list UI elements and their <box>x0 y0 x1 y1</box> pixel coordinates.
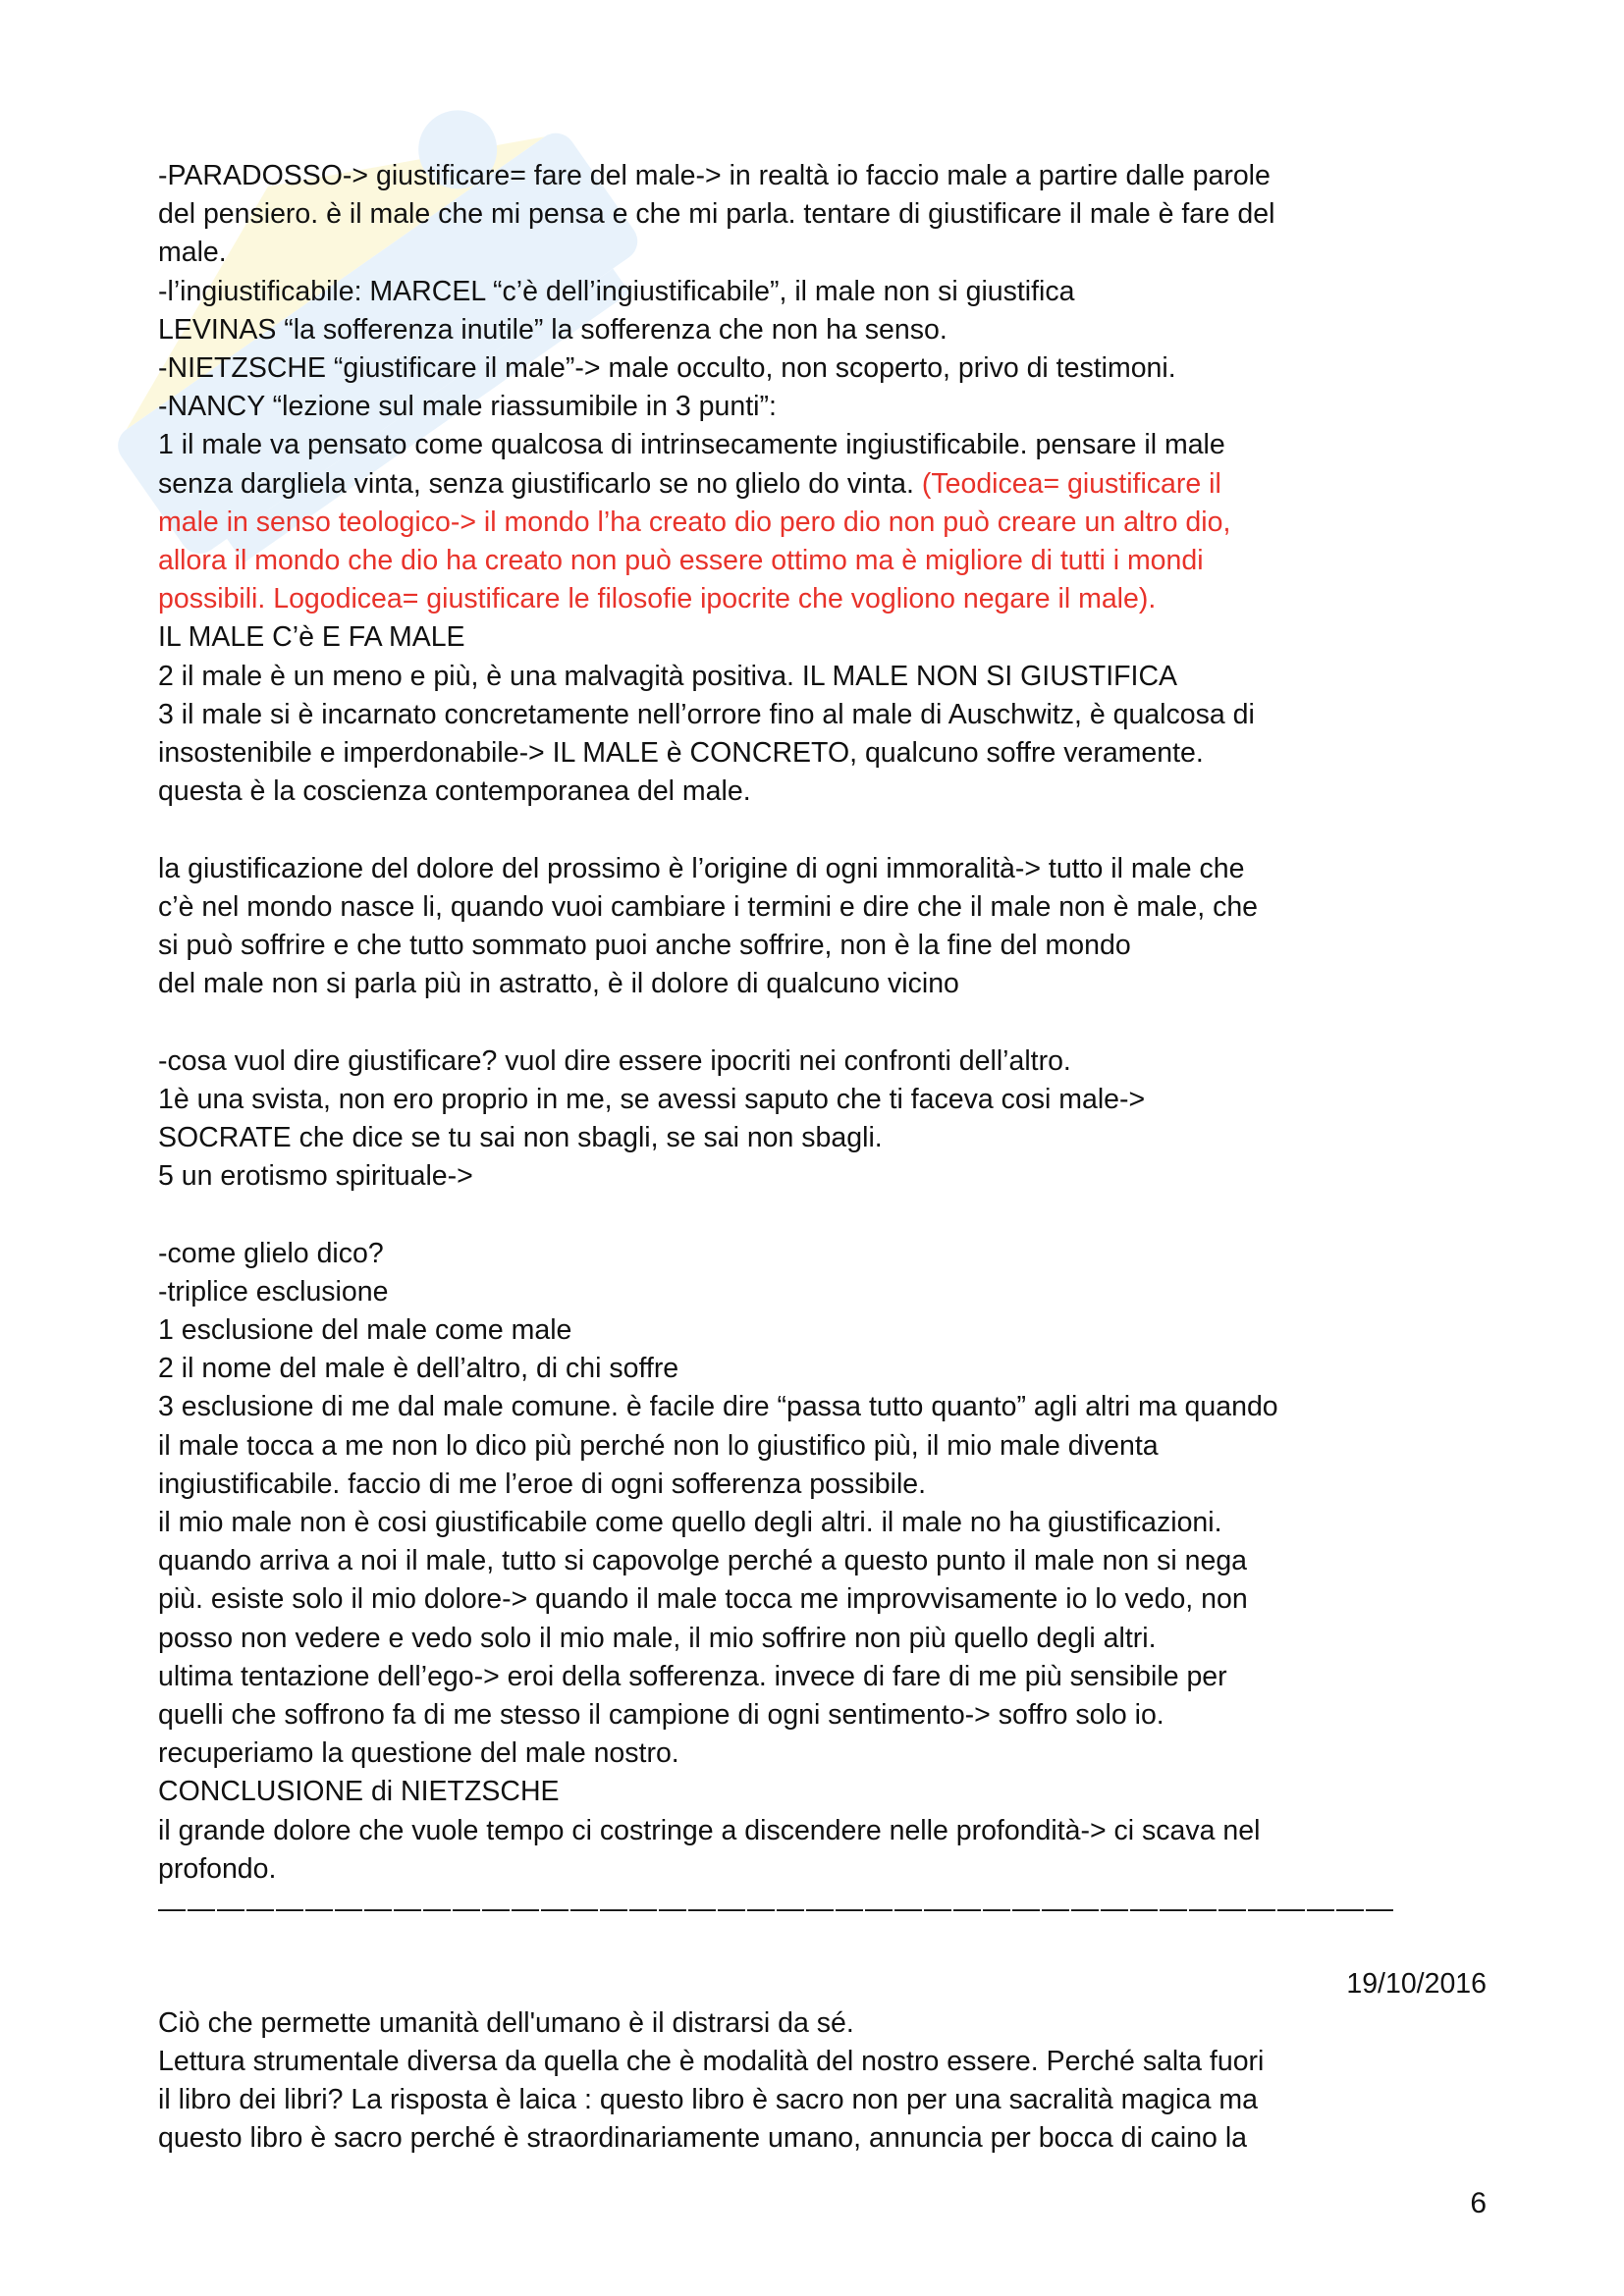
text-line: c’è nel mondo nasce li, quando vuoi cambiare i termini e dire che il male non è male, che <box>158 890 1259 923</box>
text-line: ultima tentazione dell’ego-> eroi della sofferenza. invece di fare di me più sensibile per <box>158 1660 1227 1692</box>
text-line: -PARADOSSO-> giustificare= fare del male-> in realtà io faccio male a partire dalle parole <box>158 160 1271 191</box>
text-line: la giustificazione del dolore del prossimo è l’origine di ogni immoralità-> tutto il male che <box>158 852 1245 884</box>
text-line: quelli che soffrono fa di me stesso il campione di ogni sentimento-> soffro solo io. <box>158 1699 1164 1732</box>
separator-line: —————————————————————————————————————————— <box>158 1893 1395 1924</box>
text-line: -come glielo dico? <box>158 1237 384 1269</box>
text-line: CONCLUSIONE di NIETZSCHE <box>158 1776 560 1808</box>
text-line: 2 il male è un meno e più, è una malvagità positiva. IL MALE NON SI GIUSTIFICA <box>158 660 1178 692</box>
date-label: 19/10/2016 <box>1346 1968 1487 2001</box>
text-line: -l’ingiustificabile: MARCEL “c’è dell’ingiustificabile”, il male non si giustifica <box>158 275 1075 307</box>
text-line: il mio male non è cosi giustificabile come quello degli altri. il male no ha giustificazioni. <box>158 1507 1222 1539</box>
block-triplice-esclusione <box>158 1235 1489 1889</box>
text-line: quando arriva a noi il male, tutto si capovolge perché a questo punto il male non si nega <box>158 1545 1248 1577</box>
text-line: 1 esclusione del male come male <box>158 1314 572 1347</box>
text-line: questo libro è sacro perché è straordinariamente umano, annuncia per bocca di caino la <box>158 2122 1247 2155</box>
block-giustificazione <box>158 850 1489 1004</box>
block-paradosso <box>158 157 1489 465</box>
text-line: si può soffrire e che tutto sommato puoi anche soffrire, non è la fine del mondo <box>158 930 1131 962</box>
text-line: 5 un erotismo spirituale-> <box>158 1160 473 1193</box>
text-line: LEVINAS “la sofferenza inutile” la sofferenza che non ha senso. <box>158 313 947 346</box>
text-line: 2 il nome del male è dell’altro, di chi soffre <box>158 1353 679 1385</box>
text-line: questa è la coscienza contemporanea del male. <box>158 775 751 808</box>
text-line: possibili. Logodicea= giustificare le filosofie ipocrite che vogliono negare il male). <box>158 583 1157 615</box>
text-line: Lettura strumentale diversa da quella che è modalità del nostro essere. Perché salta fuori <box>158 2045 1265 2077</box>
text-black-segment: senza dargliela vinta, senza giustificarlo se no glielo do vinta. <box>158 467 922 500</box>
text-line: 1 il male va pensato come qualcosa di intrinsecamente ingiustificabile. pensare il male <box>158 429 1225 461</box>
text-line: SOCRATE che dice se tu sai non sbagli, se sai non sbagli. <box>158 1122 883 1154</box>
text-line: -triplice esclusione <box>158 1275 389 1308</box>
text-line: il libro dei libri? La risposta è laica : questo libro è sacro non per una sacralità magica ma <box>158 2084 1258 2116</box>
block-teodicea <box>158 504 1489 619</box>
block-male-concreto <box>158 618 1489 811</box>
text-line: -NIETZSCHE “giustificare il male”-> male occulto, non scoperto, privo di testimoni. <box>158 352 1176 385</box>
text-line: recuperiamo la questione del male nostro. <box>158 1737 679 1770</box>
text-line: il grande dolore che vuole tempo ci costringe a discendere nelle profondità-> ci scava nel <box>158 1814 1261 1846</box>
text-line: del pensiero. è il male che mi pensa e che mi parla. tentare di giustificare il male è fare del <box>158 198 1275 231</box>
block-lettura <box>158 2004 1489 2159</box>
notes-body <box>158 157 1489 2159</box>
text-line-mixed <box>158 465 1489 504</box>
block-cosa-vuol-dire <box>158 1042 1489 1197</box>
text-line: il male tocca a me non lo dico più perché non lo giustifico più, il mio male diventa <box>158 1429 1159 1462</box>
text-line: male. <box>158 237 227 269</box>
text-line: posso non vedere e vedo solo il mio male, il mio soffrire non più quello degli altri. <box>158 1622 1157 1654</box>
text-line: più. esiste solo il mio dolore-> quando il male tocca me improvvisamente io lo vedo, non <box>158 1583 1248 1616</box>
text-line: male in senso teologico-> il mondo l’ha creato dio pero dio non può creare un altro dio, <box>158 506 1231 538</box>
text-line: 3 esclusione di me dal male comune. è facile dire “passa tutto quanto” agli altri ma quando <box>158 1391 1278 1423</box>
text-line: IL MALE C’è E FA MALE <box>158 621 465 654</box>
text-line: Ciò che permette umanità dell'umano è il distrarsi da sé. <box>158 2006 854 2039</box>
text-line: insostenibile e imperdonabile-> IL MALE è CONCRETO, qualcuno soffre veramente. <box>158 737 1204 770</box>
text-line: -cosa vuol dire giustificare? vuol dire essere ipocriti nei confronti dell’altro. <box>158 1044 1071 1077</box>
text-line: 3 il male si è incarnato concretamente nell’orrore fino al male di Auschwitz, è qualcosa di <box>158 698 1255 730</box>
text-line: allora il mondo che dio ha creato non può essere ottimo ma è migliore di tutti i mondi <box>158 545 1204 577</box>
text-line: profondo. <box>158 1852 277 1885</box>
text-red-segment: (Teodicea= giustificare il <box>921 467 1221 500</box>
text-line: ingiustificabile. faccio di me l’eroe di ogni sofferenza possibile. <box>158 1468 927 1500</box>
text-line: 1è una svista, non ero proprio in me, se avessi saputo che ti faceva cosi male-> <box>158 1083 1146 1115</box>
text-line: -NANCY “lezione sul male riassumibile in 3 punti”: <box>158 391 777 423</box>
page-number: 6 <box>1470 2187 1487 2219</box>
text-line: del male non si parla più in astratto, è il dolore di qualcuno vicino <box>158 968 959 1000</box>
